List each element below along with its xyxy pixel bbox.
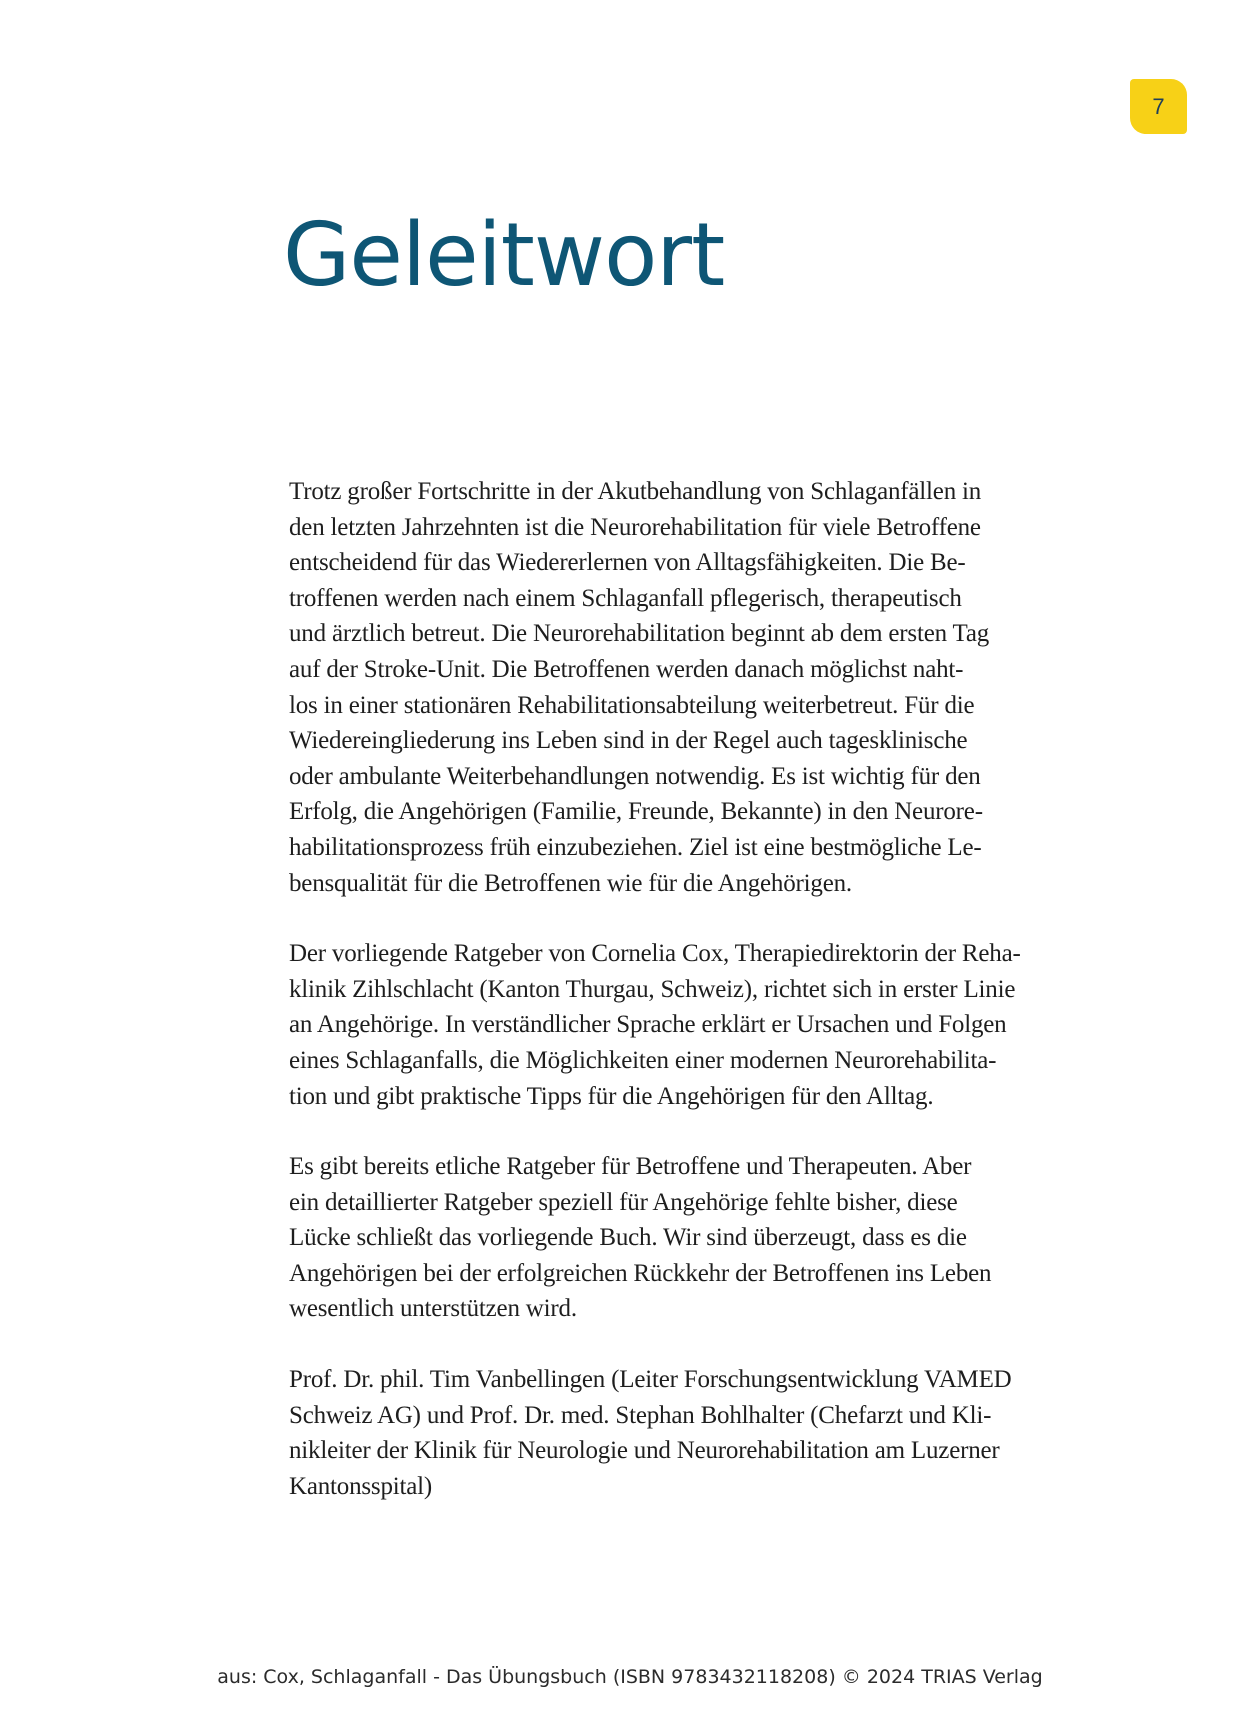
text-line: nikleiter der Klinik für Neurologie und Neurorehabilitation am Luzerner bbox=[289, 1437, 1000, 1465]
paragraph-conclusion bbox=[289, 1149, 1109, 1327]
text-line: Kantonsspital) bbox=[289, 1472, 433, 1500]
text-line: entscheidend für das Wiedererlernen von Alltagsfähigkeiten. Die Be- bbox=[289, 549, 966, 577]
text-line: und ärztlich betreut. Die Neurorehabilitation beginnt ab dem ersten Tag bbox=[289, 620, 990, 648]
text-line: Der vorliegende Ratgeber von Cornelia Cox, Therapiedirektorin der Reha- bbox=[289, 940, 1021, 968]
text-line: los in einer stationären Rehabilitationsabteilung weiterbetreut. Für die bbox=[289, 691, 975, 719]
text-line: auf der Stroke-Unit. Die Betroffenen werden danach möglichst naht- bbox=[289, 655, 964, 683]
text-line: Schweiz AG) und Prof. Dr. med. Stephan Bohlhalter (Chefarzt und Kli- bbox=[289, 1401, 992, 1429]
text-line: bensqualität für die Betroffenen wie für die Angehörigen. bbox=[289, 869, 852, 897]
page-number-badge bbox=[1130, 79, 1187, 134]
page-number: 7 bbox=[1152, 93, 1165, 119]
text-line: an Angehörige. In verständlicher Sprache erklärt er Ursachen und Folgen bbox=[289, 1011, 1007, 1039]
text-line: Erfolg, die Angehörigen (Familie, Freunde, Bekannte) in den Neurore- bbox=[289, 798, 983, 826]
text-line: Angehörigen bei der erfolgreichen Rückkehr der Betroffenen ins Leben bbox=[289, 1259, 992, 1287]
paragraph-guide bbox=[289, 936, 1109, 1114]
paragraph-authors bbox=[289, 1362, 1109, 1504]
text-line: Prof. Dr. phil. Tim Vanbellingen (Leiter Forschungsentwicklung VAMED bbox=[289, 1366, 1012, 1394]
text-line: Wiedereingliederung ins Leben sind in der Regel auch tagesklinische bbox=[289, 727, 968, 755]
paragraph-intro bbox=[289, 474, 1109, 901]
text-line: tion und gibt praktische Tipps für die Angehörigen für den Alltag. bbox=[289, 1082, 934, 1110]
text-line: klinik Zihlschlacht (Kanton Thurgau, Schweiz), richtet sich in erster Linie bbox=[289, 975, 1016, 1003]
text-line: eines Schlaganfalls, die Möglichkeiten einer modernen Neurorehabilita- bbox=[289, 1046, 997, 1074]
text-line: den letzten Jahrzehnten ist die Neurorehabilitation für viele Betroffene bbox=[289, 513, 981, 541]
text-line: Trotz großer Fortschritte in der Akutbehandlung von Schlaganfällen in bbox=[289, 478, 982, 505]
text-line: wesentlich unterstützen wird. bbox=[289, 1295, 577, 1323]
text-line: oder ambulante Weiterbehandlungen notwendig. Es ist wichtig für den bbox=[289, 762, 981, 790]
body-text bbox=[289, 474, 1109, 1539]
text-line: Es gibt bereits etliche Ratgeber für Betroffene und Therapeuten. Aber bbox=[289, 1153, 972, 1181]
chapter-title: Geleitwort bbox=[283, 204, 725, 306]
text-line: habilitationsprozess früh einzubeziehen. Ziel ist eine bestmögliche Le- bbox=[289, 833, 982, 861]
text-line: troffenen werden nach einem Schlaganfall pflegerisch, therapeutisch bbox=[289, 584, 962, 612]
source-footer: aus: Cox, Schlaganfall - Das Übungsbuch (ISBN 9783432118208) © 2024 TRIAS Verlag bbox=[217, 1666, 1043, 1688]
text-line: ein detaillierter Ratgeber speziell für Angehörige fehlte bisher, diese bbox=[289, 1188, 958, 1216]
text-line: Lücke schließt das vorliegende Buch. Wir sind überzeugt, dass es die bbox=[289, 1224, 967, 1252]
